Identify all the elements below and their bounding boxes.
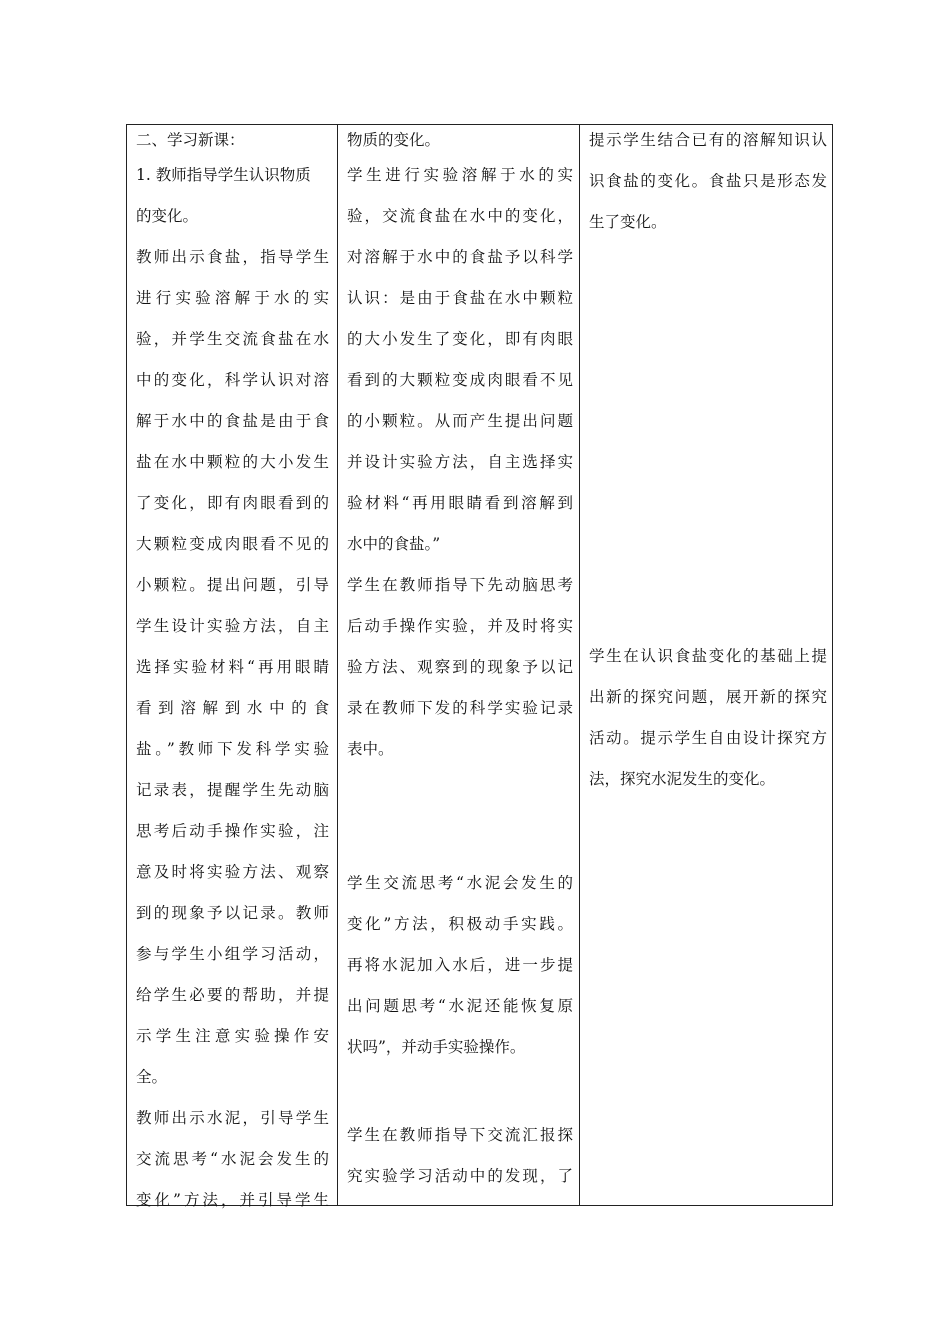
student-activity-cell (347, 125, 573, 1205)
text-line: 后动手操作实验，并及时将实 (347, 617, 573, 635)
text-line: 参与学生小组学习活动， (136, 945, 329, 963)
lesson-table (126, 124, 833, 1209)
text-line: 大颗粒变成肉眼看不见的 (136, 535, 329, 553)
text-line: 状吗”，并动手实验操作。 (347, 1038, 526, 1056)
text-line: 1. 教师指导学生认识物质 (136, 166, 311, 184)
text-line: 进行实验溶解于水的实 (136, 289, 329, 307)
text-line: 水中的食盐。” (347, 535, 441, 553)
text-line: 法，探究水泥发生的变化。 (589, 770, 776, 788)
text-line: 提示学生结合已有的溶解知识认 (589, 131, 827, 149)
text-line: 全。 (136, 1068, 168, 1086)
text-line: 盐。”教师下发科学实验 (136, 740, 329, 758)
text-line: 验，并学生交流食盐在水 (136, 330, 329, 348)
text-line: 学生在教师指导下交流汇报探 (347, 1126, 573, 1144)
text-line: 盐在水中颗粒的大小发生 (136, 453, 329, 471)
text-line: 的大小发生了变化，即有肉眼 (347, 330, 573, 348)
text-line: 思考后动手操作实验，注 (136, 822, 329, 840)
text-line: 录在教师下发的科学实验记录 (347, 699, 573, 717)
text-line: 小颗粒。提出问题，引导 (136, 576, 329, 594)
text-line: 的变化。 (136, 207, 199, 225)
teacher-activity-cell (136, 125, 329, 1209)
text-line: 二、学习新课： (136, 131, 245, 149)
text-line: 看到的大颗粒变成肉眼看不见 (347, 371, 573, 389)
text-line: 出新的探究问题，展开新的探究 (589, 688, 827, 706)
text-line: 到的现象予以记录。教师 (136, 904, 329, 922)
text-line: 记录表，提醒学生先动脑 (136, 781, 329, 799)
text-line: 学生进行实验溶解于水的实 (347, 166, 573, 184)
text-line: 对溶解于水中的食盐予以科学 (347, 248, 573, 266)
text-line: 究实验学习活动中的发现，了 (347, 1167, 573, 1185)
text-line: 物质的变化。 (347, 131, 441, 149)
text-line: 验材料“再用眼睛看到溶解到 (347, 494, 573, 512)
text-line: 教师出示食盐，指导学生 (136, 248, 329, 266)
text-line: 的小颗粒。从而产生提出问题 (347, 412, 573, 430)
text-line: 学生在教师指导下先动脑思考 (347, 576, 573, 594)
text-line: 验，交流食盐在水中的变化， (347, 207, 573, 225)
text-line: 给学生必要的帮助，并提 (136, 986, 329, 1004)
text-line: 看到溶解到水中的食 (136, 699, 329, 717)
text-line: 认识：是由于食盐在水中颗粒 (347, 289, 573, 307)
text-line: 选择实验材料“再用眼睛 (136, 658, 329, 676)
text-line: 表中。 (347, 740, 394, 758)
text-line: 学生交流思考“水泥会发生的 (347, 874, 573, 892)
column-divider-2 (579, 125, 580, 1205)
text-line: 解于水中的食盐是由于食 (136, 412, 329, 430)
text-line: 验方法、观察到的现象予以记 (347, 658, 573, 676)
design-intent-cell (589, 125, 827, 1205)
text-line: 意及时将实验方法、观察 (136, 863, 329, 881)
text-line: 了变化，即有肉眼看到的 (136, 494, 329, 512)
column-divider-1 (337, 125, 338, 1205)
text-line: 教师出示水泥，引导学生 (136, 1109, 329, 1127)
text-line: 交流思考“水泥会发生的 (136, 1150, 329, 1168)
text-line: 学生设计实验方法，自主 (136, 617, 329, 635)
text-line: 并设计实验方法，自主选择实 (347, 453, 573, 471)
text-line: 再将水泥加入水后，进一步提 (347, 956, 573, 974)
text-line: 活动。提示学生自由设计探究方 (589, 729, 827, 747)
text-line: 中的变化，科学认识对溶 (136, 371, 329, 389)
text-line: 出问题思考“水泥还能恢复原 (347, 997, 573, 1015)
text-line: 学生在认识食盐变化的基础上提 (589, 647, 827, 665)
text-line: 变化”方法，积极动手实践。 (347, 915, 573, 933)
text-line: 变化”方法，并引导学生 (136, 1191, 329, 1209)
text-line: 示学生注意实验操作安 (136, 1027, 329, 1045)
text-line: 生了变化。 (589, 213, 667, 231)
text-line: 识食盐的变化。食盐只是形态发 (589, 172, 827, 190)
